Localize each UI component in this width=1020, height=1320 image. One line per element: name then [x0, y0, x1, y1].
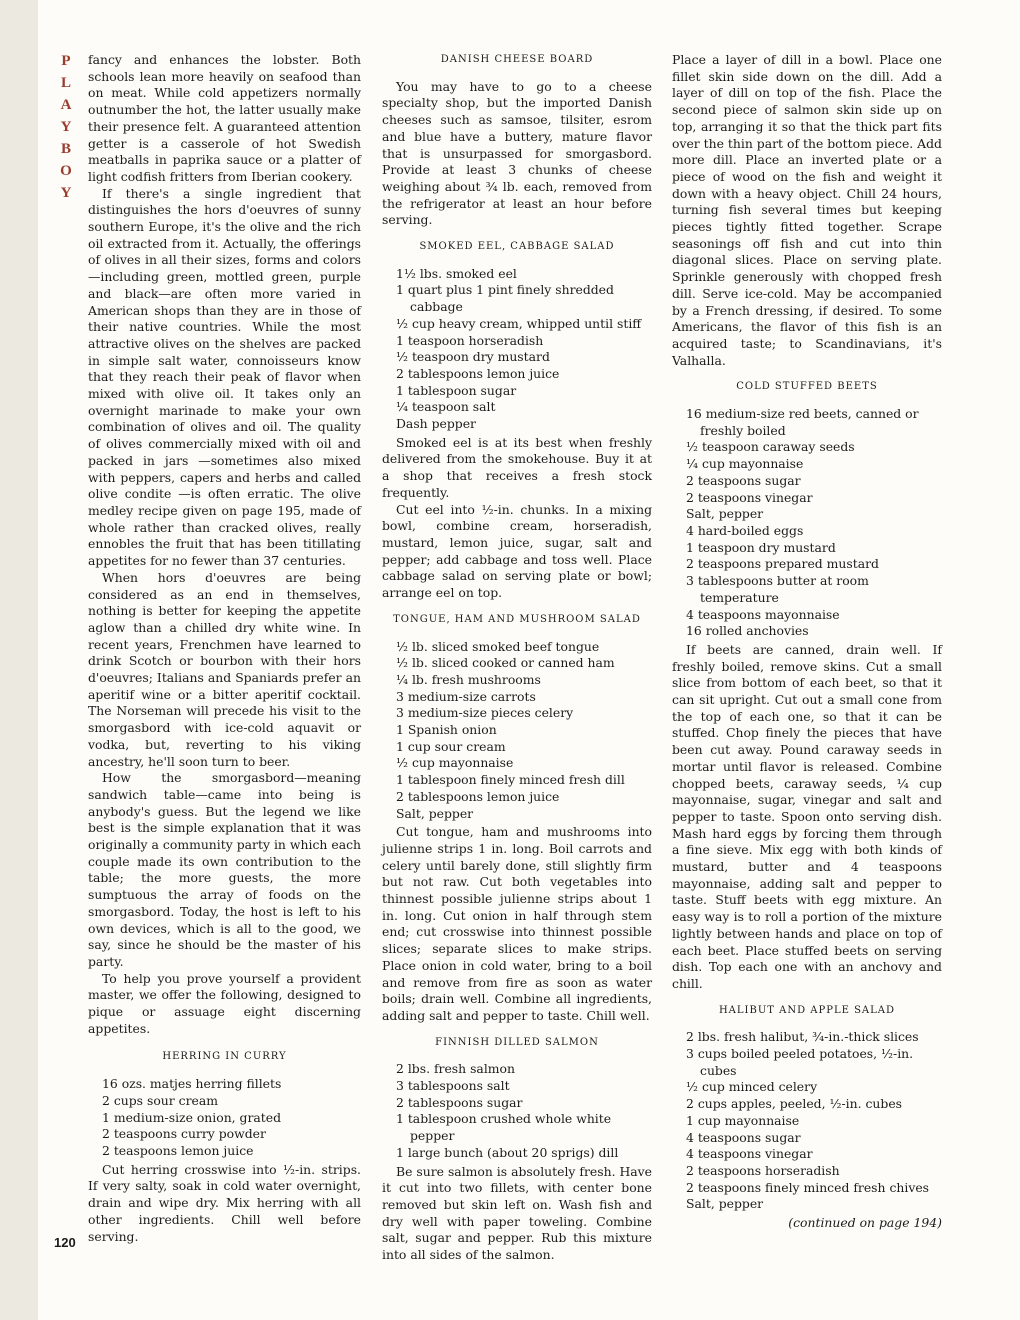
ingredient: 3 tablespoons salt — [396, 1078, 510, 1094]
ingredient: 2 cups sour cream — [102, 1092, 218, 1108]
ingredient: 1½ lbs. smoked eel — [396, 265, 517, 281]
recipe-directions: If beets are canned, drain well. If freshly boiled, remove skins. Cut a small slice from bottom of each beet, so that it can sit upright. Cut out a small cone from the top of each one, so that it can be stuffed. Chop finely the pieces that have been cut away. Pound caraway seeds in mortar until flavor is released. Combine chopped beets, caraway seeds, ¼ cup mayonnaise, sugar, vinegar and salt and pepper to taste. Spoon onto serving dish. Mash hard eggs by forcing them through a fine sieve. Mix egg with both kinds of mustard, butter and 4 teaspoons mayonnaise, adding salt and pepper to taste. Stuff beets with egg mixture. An easy way is to roll a portion of the mixture lightly between hands and place on top of each beet. Place stuffed beets on serving dish. Top each one with an anchovy and chill. — [672, 641, 942, 991]
paragraph: How the smorgasbord—meaning sandwich table—came into being is anybody's guess. But the legend we like best is the simple explanation that it was originally a community party in which each couple made its own contribution to the table; the more guests, the more sumptuous the array of foods on the smorgasbord. Today, the host is left to his own devices, which is all to the good, we say, since he should be the master of his party. — [88, 770, 361, 969]
ingredient: ½ teaspoon dry mustard — [396, 349, 550, 365]
ingredient: 2 teaspoons prepared mustard — [686, 556, 879, 572]
ingredient: 1 large bunch (about 20 sprigs) dill — [396, 1144, 619, 1160]
ingredient: 1 teaspoon horseradish — [396, 332, 544, 348]
ingredient: 3 cups boiled peeled potatoes, ½-in. cubes — [686, 1046, 914, 1078]
ingredient: ¼ cup mayonnaise — [686, 456, 804, 472]
ingredient: 1 teaspoon dry mustard — [686, 539, 836, 555]
recipe-title: FINNISH DILLED SALMON — [435, 1036, 599, 1048]
page-number: 120 — [54, 1235, 76, 1250]
ingredient: ¼ teaspoon salt — [396, 399, 496, 415]
recipe-directions: Be sure salmon is absolutely fresh. Have it cut into two fillets, with center bone removed but skin left on. Wash fish and dry well with paper toweling. Combine salt, sugar and pepper. Rub this mixture into all sides of the salmon. — [382, 1163, 652, 1263]
ingredient: 2 teaspoons sugar — [686, 472, 801, 488]
ingredient: 2 cups apples, peeled, ½-in. cubes — [686, 1096, 903, 1112]
ingredient: 1 cup mayonnaise — [686, 1112, 800, 1128]
ingredient: 1 tablespoon crushed whole white pepper — [396, 1111, 612, 1144]
recipe-title: COLD STUFFED BEETS — [736, 381, 878, 393]
paragraph: If there's a single ingredient that distinguishes the hors d'oeuvres of sunny southern Europe, it's the olive and the rich oil extracted from it. Actually, the offerings of olives in all their sizes, forms and colors—including green, mottled green, purple and black—are often more varied in American shops than they are in those of their native countries. While the most attractive olives on the shelves are packed in simple salt water, connoisseurs know that they reach their peak of flavor when mixed with olive oil. It takes only an overnight marinade to make your own combination of olives and oil. The quality of olives commercially mixed with oil and packed in jars —sometimes also mixed with peppers, capers and herbs and called olive condite —is often erratic. The olive medley recipe given on page 195, made of whole rather than cracked olives, really ennobles the fruit that has been titillating appetites for no fewer than 37 centuries. — [88, 185, 361, 569]
recipe-directions: Cut eel into ½-in. chunks. In a mixing bowl, combine cream, horseradish, mustard, lemon juice, sugar, salt and pepper; add cabbage and toss well. Place cabbage salad on serving plate or bowl; arrange eel on top. — [382, 501, 652, 601]
ingredient: ½ cup minced celery — [686, 1079, 818, 1095]
paragraph: fancy and enhances the lobster. Both schools lean more heavily on seafood than on meat. While cold appetizers normally outnumber the hot, the latter usually make their presence felt. A guaranteed attention getter is a casserole of hot Swedish meatballs in paprika sauce or a platter of light codfish fritters from Iberian cookery. — [88, 52, 361, 184]
ingredient: 2 lbs. fresh salmon — [396, 1061, 515, 1077]
ingredient: ½ cup mayonnaise — [396, 755, 514, 771]
ingredient-list — [672, 406, 942, 640]
ingredient: ½ teaspoon caraway seeds — [686, 439, 855, 455]
ingredient: 1 tablespoon finely minced fresh dill — [396, 772, 625, 788]
recipe-title: SMOKED EEL, CABBAGE SALAD — [419, 241, 615, 253]
recipe-title: TONGUE, HAM AND MUSHROOM SALAD — [393, 613, 641, 625]
sidebar-letter: B — [60, 141, 71, 157]
sidebar-letter: Y — [60, 185, 72, 201]
ingredient: 16 medium-size red beets, canned or freshly boiled — [686, 406, 919, 438]
sidebar-letter: L — [60, 75, 71, 91]
sidebar-letter: Y — [60, 119, 72, 135]
ingredient-list — [88, 1076, 361, 1160]
ingredient: Salt, pepper — [396, 805, 474, 821]
ingredient: 2 tablespoons lemon juice — [396, 365, 560, 381]
scan-margin — [0, 0, 38, 1320]
ingredient: ½ cup heavy cream, whipped until stiff — [396, 315, 642, 331]
ingredient: ½ lb. sliced cooked or canned ham — [396, 655, 615, 671]
ingredient: 3 medium-size carrots — [396, 688, 536, 704]
recipe-title: HALIBUT AND APPLE SALAD — [718, 1004, 896, 1016]
ingredient: Dash pepper — [396, 416, 476, 432]
recipe-title: DANISH CHEESE BOARD — [440, 54, 594, 65]
ingredient: 1 quart plus 1 pint finely shredded cabbage — [396, 282, 614, 315]
recipe-directions: Cut herring crosswise into ½-in. strips. If very salty, soak in cold water overnight, drain and wipe dry. Mix herring with all other ingredients. Chill well before serving. — [88, 1161, 361, 1244]
ingredient: 2 lbs. fresh halibut, ¾-in.-thick slices — [686, 1029, 919, 1045]
recipe-directions: Smoked eel is at its best when freshly delivered from the smokehouse. Buy it at a shop that receives a fresh stock frequently. — [382, 434, 652, 500]
ingredient: 3 tablespoons butter at room temperature — [686, 573, 869, 605]
ingredient: 16 rolled anchovies — [686, 623, 809, 639]
ingredient: 4 hard-boiled eggs — [686, 522, 804, 538]
ingredient: ¼ lb. fresh mushrooms — [396, 671, 541, 687]
ingredient: 2 teaspoons curry powder — [102, 1126, 266, 1142]
sidebar-letter: A — [60, 97, 72, 113]
continued-note: (continued on page 194) — [788, 1215, 942, 1231]
paragraph: When hors d'oeuvres are being considered as an end in themselves, nothing is better for keeping the appetite aglow than a chilled dry white wine. In recent years, Frenchmen have learned to drink Scotch or bourbon with their hors d'oeuvres; Italians and Spaniards prefer an aperitif wine or a bitter aperitif cocktail. The Norseman will precede his visit to the smorgasbord with ice-cold aquavit or vodka, but, reverting to his viking ancestry, he'll soon turn to beer. — [88, 569, 361, 769]
ingredient-list — [382, 639, 652, 823]
recipe-directions: Place a layer of dill in a bowl. Place one fillet skin side down on the dill. Add a layer of dill on top of the fish. Place the second piece of salmon skin side up on top, arranging it so that the thick part fits over the thin part of the bottom piece. Add more dill. Place an inverted plate or a piece of wood on the fish and weight it down with a heavy object. Chill 24 hours, turning fish several times but keeping pieces tightly fitted together. Scrape seasonings off fish and cut into thin diagonal slices. Place on serving plate. Sprinkle generously with chopped fresh dill. Serve ice-cold. May be accompanied by a French dressing, if desired. To some Americans, the flavor of this fish is an acquired taste; to Scandinavians, it's Valhalla. — [672, 52, 942, 368]
ingredient-list — [672, 1029, 942, 1213]
ingredient: 1 medium-size onion, grated — [102, 1109, 282, 1125]
ingredient: 1 Spanish onion — [396, 722, 497, 738]
paragraph: To help you prove yourself a provident master, we offer the following, designed to pique or assuage eight discerning appetites. — [88, 970, 361, 1036]
column-2 — [382, 52, 652, 1264]
ingredient: 3 medium-size pieces celery — [396, 705, 574, 721]
ingredient: ½ lb. sliced smoked beef tongue — [396, 638, 600, 654]
ingredient: 4 teaspoons sugar — [686, 1129, 801, 1145]
sidebar-letter: P — [61, 53, 71, 69]
ingredient: 2 teaspoons horseradish — [686, 1163, 840, 1178]
column-1 — [88, 52, 361, 1245]
recipe-directions: Cut tongue, ham and mushrooms into julienne strips 1 in. long. Boil carrots and celery until barely done, still slightly firm but not raw. Cut both vegetables into thinnest possible julienne strips about 1 in. long. Cut onion in half through stem end; cut crosswise into thinnest possible slices; separate slices to make strips. Place onion in cold water, bring to a boil and remove from fire as soon as water boils; drain well. Combine all ingredients, adding salt and pepper to taste. Chill well. — [382, 824, 652, 1023]
ingredient: 4 teaspoons vinegar — [686, 1146, 813, 1162]
sidebar-letter: O — [60, 163, 72, 179]
ingredient-list — [382, 266, 652, 433]
ingredient: 16 ozs. matjes herring fillets — [102, 1076, 282, 1092]
ingredient: 1 tablespoon sugar — [396, 382, 517, 398]
column-3 — [672, 52, 942, 1232]
ingredient-list — [382, 1061, 652, 1161]
ingredient: Salt, pepper — [686, 1196, 764, 1212]
magazine-sidebar-logo — [58, 50, 74, 204]
ingredient: Salt, pepper — [686, 506, 764, 522]
ingredient: 1 cup sour cream — [396, 738, 506, 754]
recipe-directions: You may have to go to a cheese specialty shop, but the imported Danish cheeses such as samsoe, tilsiter, esrom and blue have a buttery, mature flavor that is unsurpassed for smorgasbord. Provide at least 3 chunks of cheese weighing about ¾ lb. each, removed from the refrigerator at least an hour before serving. — [382, 78, 652, 228]
ingredient: 2 tablespoons sugar — [396, 1094, 523, 1110]
ingredient: 4 teaspoons mayonnaise — [686, 606, 840, 622]
ingredient: 2 tablespoons lemon juice — [396, 788, 560, 804]
ingredient: 2 teaspoons lemon juice — [102, 1143, 254, 1158]
ingredient: 2 teaspoons finely minced fresh chives — [686, 1179, 930, 1195]
recipe-title: HERRING IN CURRY — [162, 1051, 287, 1063]
ingredient: 2 teaspoons vinegar — [686, 489, 813, 505]
